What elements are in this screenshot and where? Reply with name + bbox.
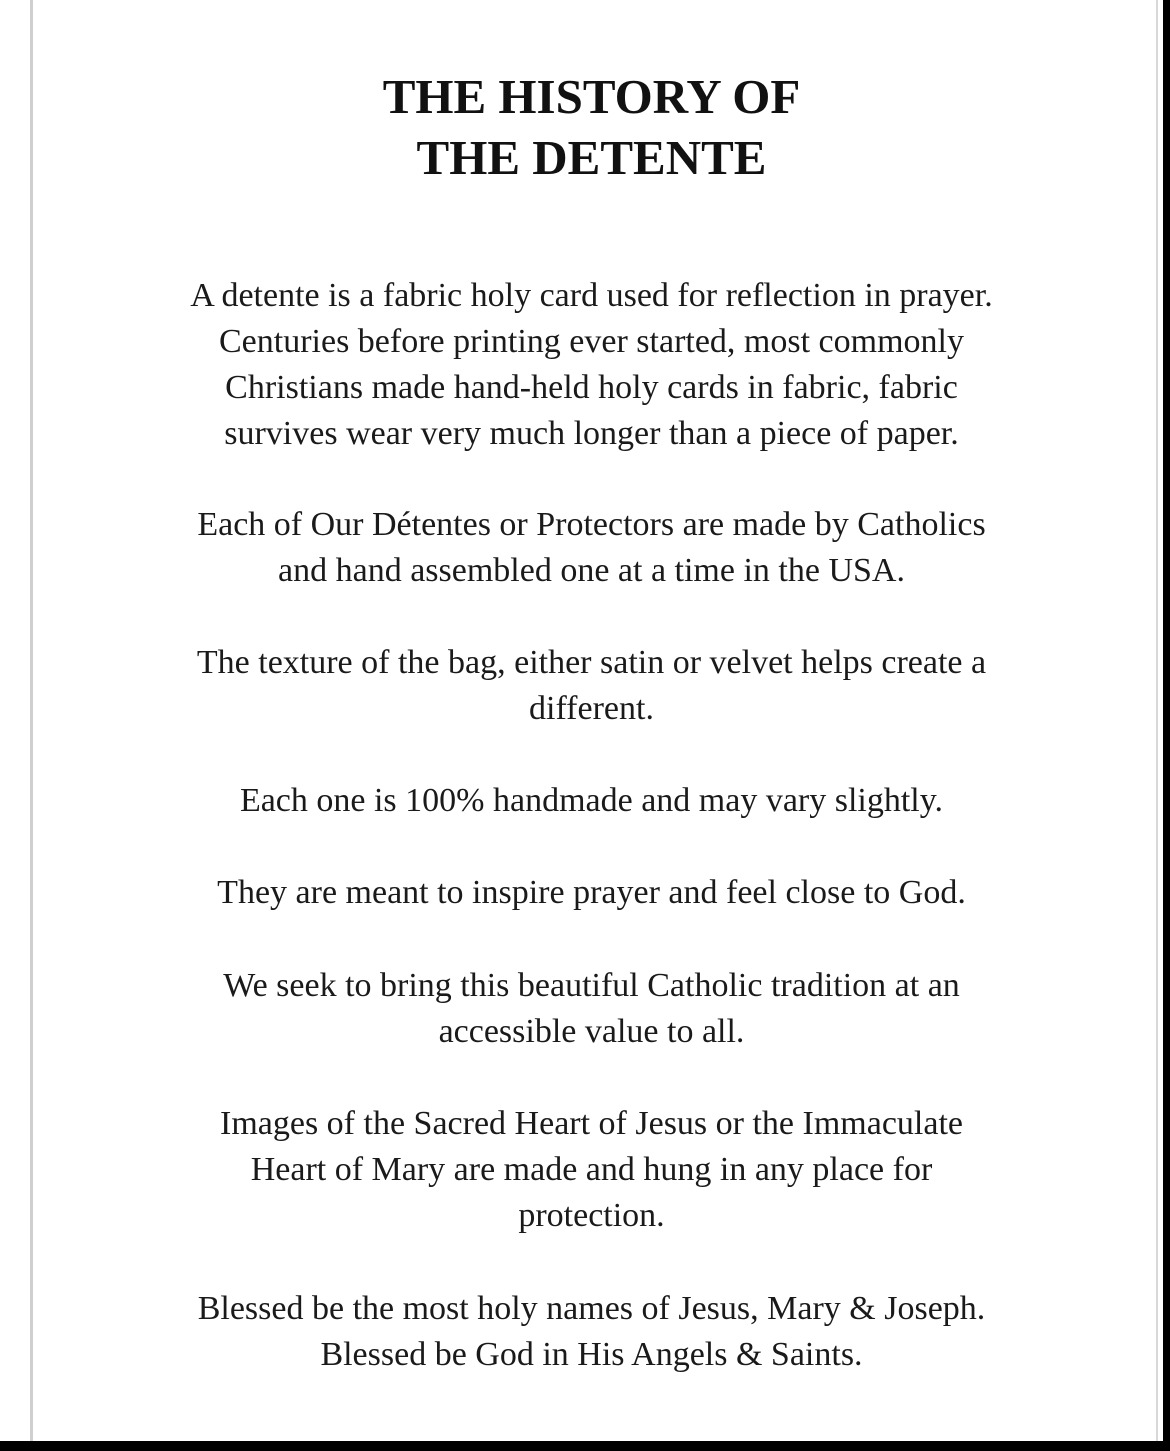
- paragraph-line: Centuries before printing ever started, most commonly: [219, 323, 964, 360]
- paragraph-line: protection.: [518, 1197, 665, 1234]
- paragraph-line: Blessed be God in His Angels & Saints.: [320, 1336, 863, 1373]
- page-title: [10, 66, 1170, 188]
- paragraph-line: Each of Our Détentes or Protectors are made by Catholics: [197, 506, 986, 543]
- paragraph-line: Each one is 100% handmade and may vary slightly.: [239, 782, 944, 819]
- paragraph-line: Blessed be the most holy names of Jesus, Mary & Joseph.: [197, 1290, 986, 1327]
- paragraph-line: Christians made hand-held holy cards in fabric, fabric: [225, 369, 958, 406]
- paragraph-sacred-heart: [50, 1101, 1133, 1239]
- paragraph-definition: [50, 273, 1133, 457]
- title-line-2: THE DETENTE: [416, 130, 767, 185]
- title-line-1: THE HISTORY OF: [382, 69, 801, 124]
- paragraph-blessing: [50, 1286, 1133, 1378]
- paragraph-line: survives wear very much longer than a piece of paper.: [224, 415, 959, 452]
- left-border-line: [30, 0, 33, 1441]
- paragraph-line: They are meant to inspire prayer and feel close to God.: [217, 874, 966, 911]
- paragraph-line: A detente is a fabric holy card used for reflection in prayer.: [190, 277, 993, 314]
- paragraph-tradition: [50, 963, 1133, 1055]
- paragraph-line: We seek to bring this beautiful Catholic tradition at an: [223, 967, 960, 1004]
- paragraph-line: Images of the Sacred Heart of Jesus or the Immaculate: [220, 1105, 963, 1142]
- paragraph-line: and hand assembled one at a time in the USA.: [278, 552, 905, 589]
- paragraph-line: different.: [529, 690, 654, 727]
- paragraph-line: Heart of Mary are made and hung in any place for: [250, 1151, 933, 1188]
- paragraph-line: The texture of the bag, either satin or velvet helps create a: [196, 644, 987, 681]
- paragraph-line: accessible value to all.: [438, 1013, 745, 1050]
- paragraph-texture: [50, 640, 1133, 732]
- right-border-line: [1156, 0, 1158, 1441]
- paragraph-handmade: [50, 778, 1133, 824]
- paragraph-made-by-catholics: [50, 502, 1133, 594]
- paragraph-inspire-prayer: [50, 870, 1133, 916]
